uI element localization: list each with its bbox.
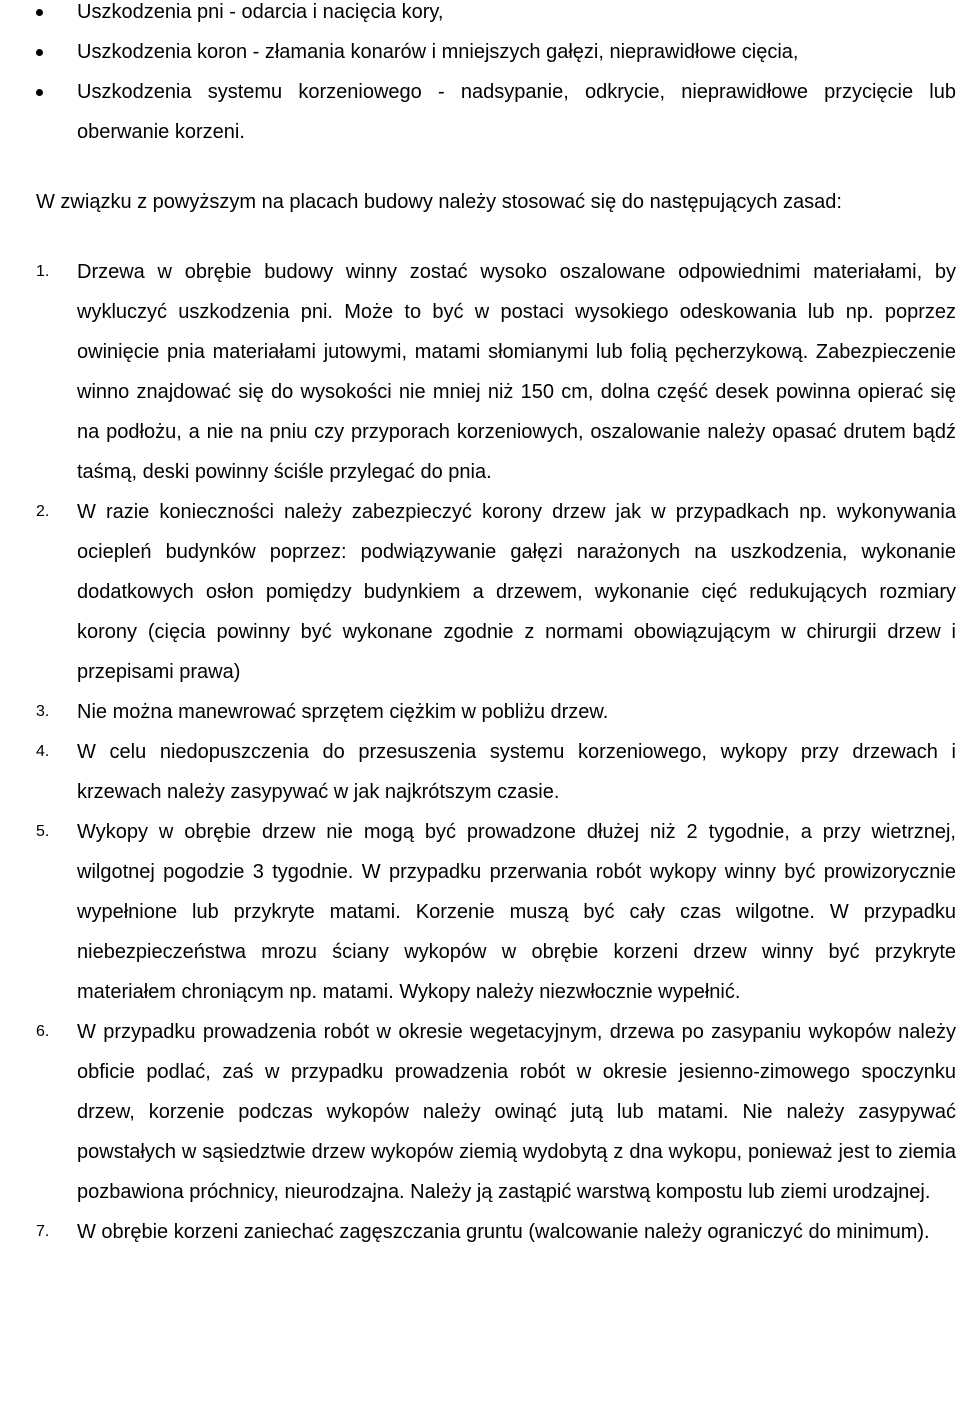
rule-number: 4. [36,743,50,760]
rule-item [0,1012,960,1212]
bullet-text: Uszkodzenia pni - odarcia i nacięcia kory, [77,1,444,23]
bullet-text: Uszkodzenia koron - złamania konarów i mniejszych gałęzi, nieprawidłowe cięcia, [77,41,799,63]
bullet-text: Uszkodzenia systemu korzeniowego - nadsypanie, odkrycie, nieprawidłowe przycięcie lub oberwanie korzeni. [77,81,956,143]
rule-number: 3. [36,703,50,720]
rule-item [0,732,960,812]
bullet-icon [36,9,43,16]
damage-bullet-list [0,0,960,152]
rule-text: Wykopy w obrębie drzew nie mogą być prowadzone dłużej niż 2 tygodnie, a przy wietrznej, wilgotnej pogodzie 3 tygodnie. W przypadku przerwania robót wykopy winny być prowizorycznie wypełnione lub przykryte matami. Korzenie muszą być cały czas wilgotne. W przypadku niebezpieczeństwa mrozu ściany wykopów w obrębie korzeni drzew winny być przykryte materiałem chroniącym np. matami. Wykopy należy niezwłocznie wypełnić. [77,821,956,1003]
rule-number: 5. [36,823,50,840]
bullet-item [0,32,960,72]
rule-item [0,692,960,732]
rule-number: 6. [36,1023,50,1040]
rule-item [0,1212,960,1252]
bullet-item [0,0,960,32]
rule-text: W celu niedopuszczenia do przesuszenia systemu korzeniowego, wykopy przy drzewach i krzewach należy zasypywać w jak najkrótszym czasie. [77,741,956,803]
rule-number: 2. [36,503,50,520]
rule-text: W przypadku prowadzenia robót w okresie wegetacyjnym, drzewa po zasypaniu wykopów należy obficie podlać, zaś w przypadku prowadzenia robót w okresie jesienno-zimowego spoczynku drzew, korzenie podczas wykopów należy owinąć jutą lub matami. Nie należy zasypywać powstałych w sąsiedztwie drzew wykopów ziemią wydobytą z dna wykopu, ponieważ jest to ziemia pozbawiona próchnicy, nieurodzajna. Należy ją zastąpić warstwą kompostu lub ziemi urodzajnej. [77,1021,956,1203]
rule-text: W razie konieczności należy zabezpieczyć korony drzew jak w przypadkach np. wykonywania ociepleń budynków poprzez: podwiązywanie gałęzi narażonych na uszkodzenia, wykonanie dodatkowych osłon pomiędzy budynkiem a drzewem, wykonanie cięć redukujących rozmiary korony (cięcia powinny być wykonane zgodnie z normami obowiązującym w chirurgii drzew i przepisami prawa) [77,501,956,683]
rule-text: W obrębie korzeni zaniechać zagęszczania gruntu (walcowanie należy ograniczyć do minimum). [77,1221,930,1243]
rules-intro-paragraph: W związku z powyższym na placach budowy należy stosować się do następujących zasad: [36,191,842,213]
rules-numbered-list [0,252,960,1252]
rule-item [0,492,960,692]
rule-number: 1. [36,263,50,280]
bullet-icon [36,49,43,56]
rule-item [0,252,960,492]
bullet-item [0,72,960,152]
rule-item [0,812,960,1012]
rule-text: Drzewa w obrębie budowy winny zostać wysoko oszalowane odpowiednimi materiałami, by wykluczyć uszkodzenia pni. Może to być w postaci wysokiego odeskowania lub np. poprzez owinięcie pnia materiałami jutowymi, matami słomianymi lub folią pęcherzykową. Zabezpieczenie winno znajdować się do wysokości nie mniej niż 150 cm, dolna część desek powinna opierać się na podłożu, a nie na pniu czy przyporach korzeniowych, oszalowanie należy opasać drutem bądź taśmą, deski powinny ściśle przylegać do pnia. [77,261,956,483]
rule-text: Nie można manewrować sprzętem ciężkim w pobliżu drzew. [77,701,609,723]
bullet-icon [36,89,43,96]
rule-number: 7. [36,1223,50,1240]
